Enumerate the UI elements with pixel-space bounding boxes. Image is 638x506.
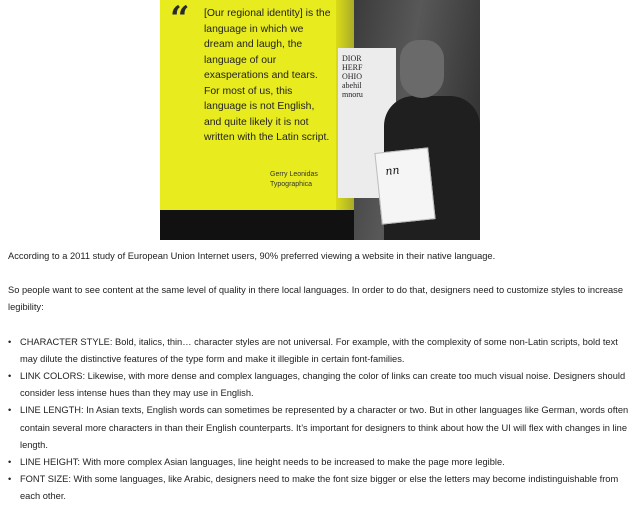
quote-source: Typographica (270, 181, 313, 188)
quote-author: Gerry Leonidas (270, 171, 318, 178)
quote-panel (160, 0, 336, 210)
quote-mark-icon: “ (170, 0, 190, 39)
list-item-text: FONT SIZE: With some languages, like Arabic, designers need to make the font size bigger or else the letters may become indistinguishable from each other. (20, 474, 619, 502)
bullet-icon: • (8, 336, 12, 347)
specimen-card (374, 147, 435, 224)
list-item (8, 471, 630, 505)
hero-image (160, 0, 480, 240)
list-item-text: LINE HEIGHT: With more complex Asian languages, line height needs to be increased to make the page more legible. (20, 457, 505, 468)
list-item (8, 402, 630, 454)
list-item (8, 368, 630, 402)
list-item (8, 334, 630, 368)
quote-text: [Our regional identity] is the language in which we dream and laugh, the language of our exasperations and tears. For most of us, this language is not English, and quite likely it is not written with the Latin script. (204, 8, 331, 143)
paragraph-intro: According to a 2011 study of European Union Internet users, 90% preferred viewing a website in their native language. (8, 251, 496, 261)
speaker-head (400, 40, 444, 98)
quote-attribution (270, 170, 318, 190)
bullet-icon: • (8, 371, 12, 382)
bullet-icon: • (8, 474, 12, 485)
bullet-icon: • (8, 405, 12, 416)
legibility-list (8, 334, 630, 506)
list-item-text: LINE LENGTH: In Asian texts, English words can sometimes be represented by a character or two. But in other languages like German, words often contain several more characters in than their English counterparts. It’s important for designers to think about how the UI will flex with changes in line length. (20, 405, 629, 450)
list-item-text: LINK COLORS: Likewise, with more dense and complex languages, changing the color of links can create too much visual noise. Designers should consider less intense hues than they may use in English. (20, 371, 626, 399)
paragraph-legibility: So people want to see content at the same level of quality in there local languages. In order to do that, designers need to customize styles to increase legibility: (8, 285, 623, 313)
list-item-text: CHARACTER STYLE: Bold, italics, thin… character styles are not universal. For example, with the complexity of some non-Latin scripts, bold text may dilute the distinctive features of the type form and make it illegible in certain font-families. (20, 336, 618, 364)
article-body (8, 248, 630, 506)
board-text: DIOR HERF OHIO abehil mnoru (342, 54, 363, 99)
bullet-icon: • (8, 457, 12, 468)
specimen-card-text: nn (384, 163, 401, 178)
list-item (8, 454, 630, 471)
